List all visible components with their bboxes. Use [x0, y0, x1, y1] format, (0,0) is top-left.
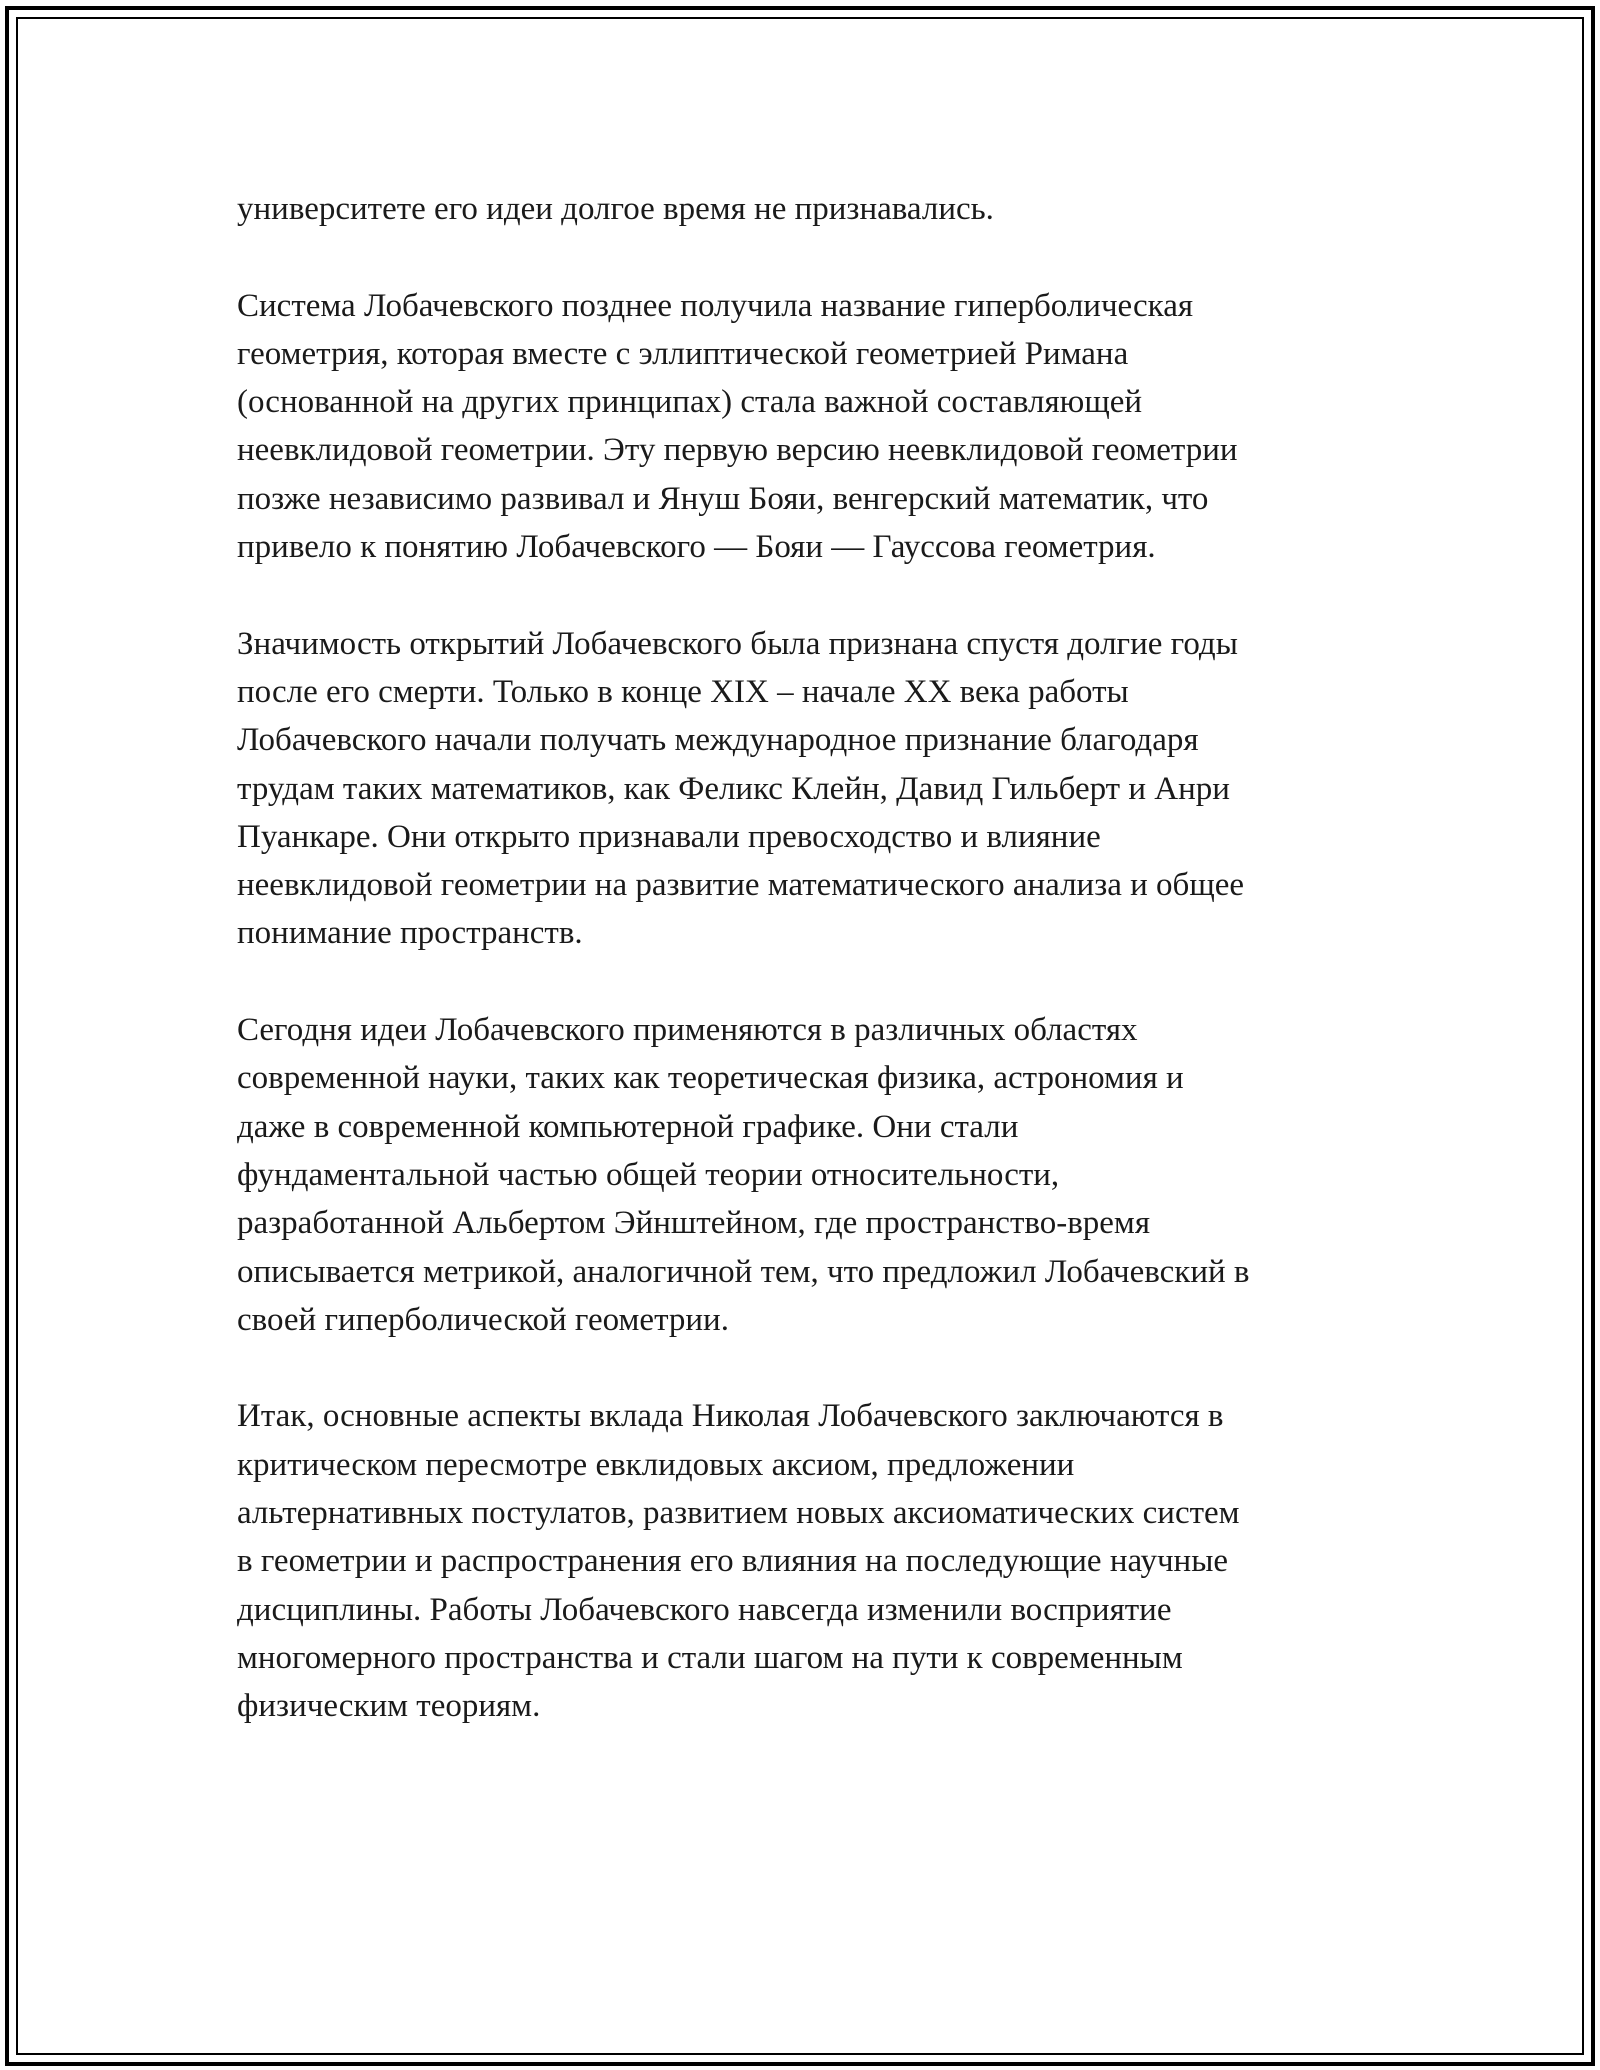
document-body — [237, 185, 1387, 1779]
paragraph-1: университете его идеи долгое время не признавались. — [237, 191, 994, 227]
paragraph-5: Итак, основные аспекты вклада Николая Лобачевского заключаются в критическом пересмотре евклидовых аксиом, предложении альтернативных постулатов, развитием новых аксиоматических систем в геометрии и распространения его влияния на последующие научные дисциплины. Работы Лобачевского навсегда изменили восприятие многомерного пространства и стали шагом на пути к современным физическим теориям. — [237, 1398, 1240, 1725]
paragraph-4: Сегодня идеи Лобачевского применяются в различных областях современной науки, таких как теоретическая физика, астрономия и даже в современной компьютерной графике. Они стали фундаментальной частью общей теории относительности, разработанной Альбертом Эйнштейном, где пространство-время описывается метрикой, аналогичной тем, что предложил Лобачевский в своей гиперболической геометрии. — [237, 1012, 1250, 1338]
paragraph-3: Значимость открытий Лобачевского была признана спустя долгие годы после его смерти. Только в конце XIX – начале XX века работы Лобачевского начали получать международное признание благодаря трудам таких математиков, как Феликс Клейн, Давид Гильберт и Анри Пуанкаре. Они открыто признавали превосходство и влияние неевклидовой геометрии на развитие математического анализа и общее понимание пространств. — [237, 625, 1245, 952]
paragraph-2: Система Лобачевского позднее получила название гиперболическая геометрия, которая вместе с эллиптической геометрией Римана (основанной на других принципах) стала важной составляющей неевклидовой геометрии. Эту первую версию неевклидовой геометрии позже независимо развивал и Януш Бояи, венгерский математик, что привело к понятию Лобачевского — Бояи — Гауссова геометрия. — [237, 287, 1238, 566]
